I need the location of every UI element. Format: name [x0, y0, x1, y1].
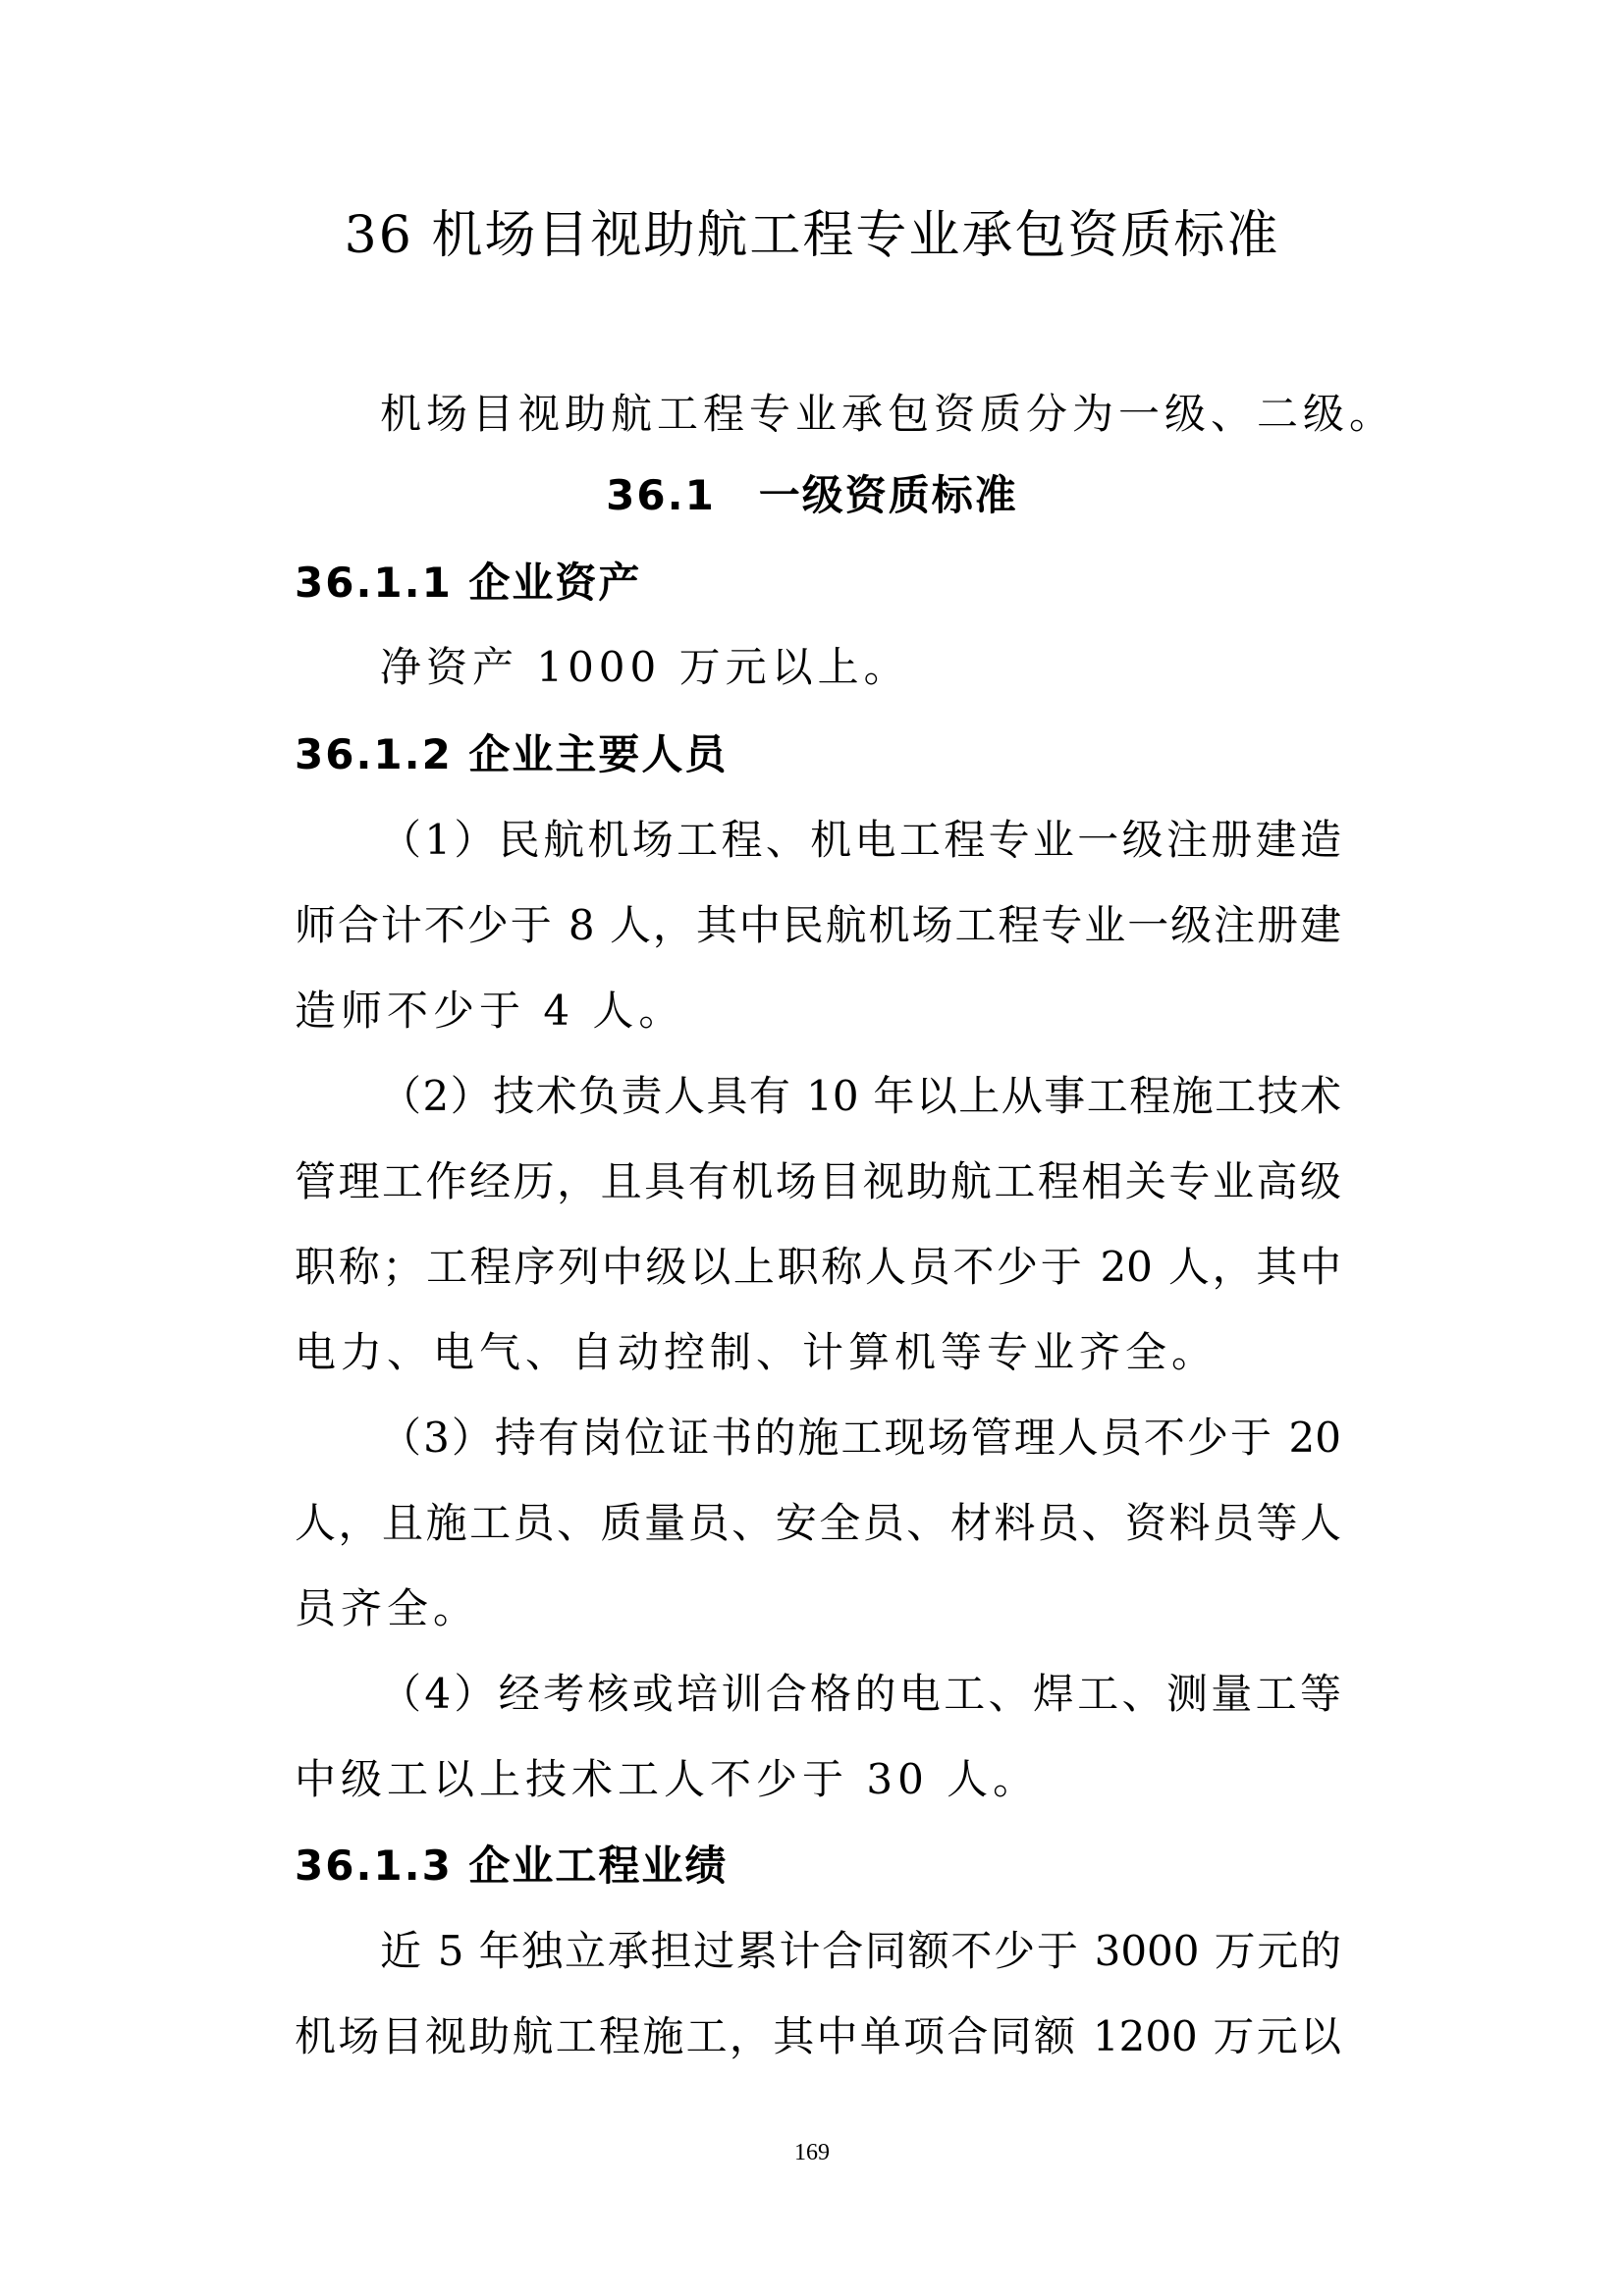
- personnel-item4-line1: （4）经考核或培训合格的电工、焊工、测量工等: [380, 1670, 1341, 1718]
- assets-text: 净资产 1000 万元以上。: [380, 643, 910, 691]
- personnel-item1-line3: 造师不少于 4 人。: [295, 987, 685, 1035]
- personnel-item1-line2: 师合计不少于 8 人，其中民航机场工程专业一级注册建: [295, 901, 1341, 949]
- subsection-heading-performance: 36.1.3 企业工程业绩: [295, 1842, 729, 1890]
- subsection-heading-personnel: 36.1.2 企业主要人员: [295, 730, 729, 778]
- performance-line2: 机场目视助航工程施工，其中单项合同额 1200 万元以: [295, 2012, 1341, 2060]
- document-title: 36 机场目视助航工程专业承包资质标准: [344, 206, 1280, 265]
- section-heading: 36.1 一级资质标准: [606, 471, 1018, 519]
- intro-paragraph: 机场目视助航工程专业承包资质分为一级、二级。: [380, 390, 1396, 438]
- personnel-item2-line2: 管理工作经历，且具有机场目视助航工程相关专业高级: [295, 1157, 1341, 1205]
- personnel-item4-line2: 中级工以上技术工人不少于 30 人。: [295, 1755, 1040, 1803]
- personnel-item1-line1: （1）民航机场工程、机电工程专业一级注册建造: [380, 816, 1341, 864]
- personnel-item2-line1: （2）技术负责人具有 10 年以上从事工程施工技术: [380, 1072, 1341, 1120]
- personnel-item3-line2: 人，且施工员、质量员、安全员、材料员、资料员等人: [295, 1499, 1341, 1547]
- personnel-item3-line3: 员齐全。: [295, 1584, 480, 1632]
- personnel-item3-line1: （3）持有岗位证书的施工现场管理人员不少于 20: [380, 1414, 1341, 1462]
- personnel-item2-line4: 电力、电气、自动控制、计算机等专业齐全。: [295, 1328, 1218, 1376]
- page-number: 169: [794, 2140, 830, 2165]
- subsection-heading-assets: 36.1.1 企业资产: [295, 559, 642, 607]
- personnel-item2-line3: 职称；工程序列中级以上职称人员不少于 20 人，其中: [295, 1243, 1341, 1291]
- performance-line1: 近 5 年独立承担过累计合同额不少于 3000 万元的: [380, 1927, 1341, 1975]
